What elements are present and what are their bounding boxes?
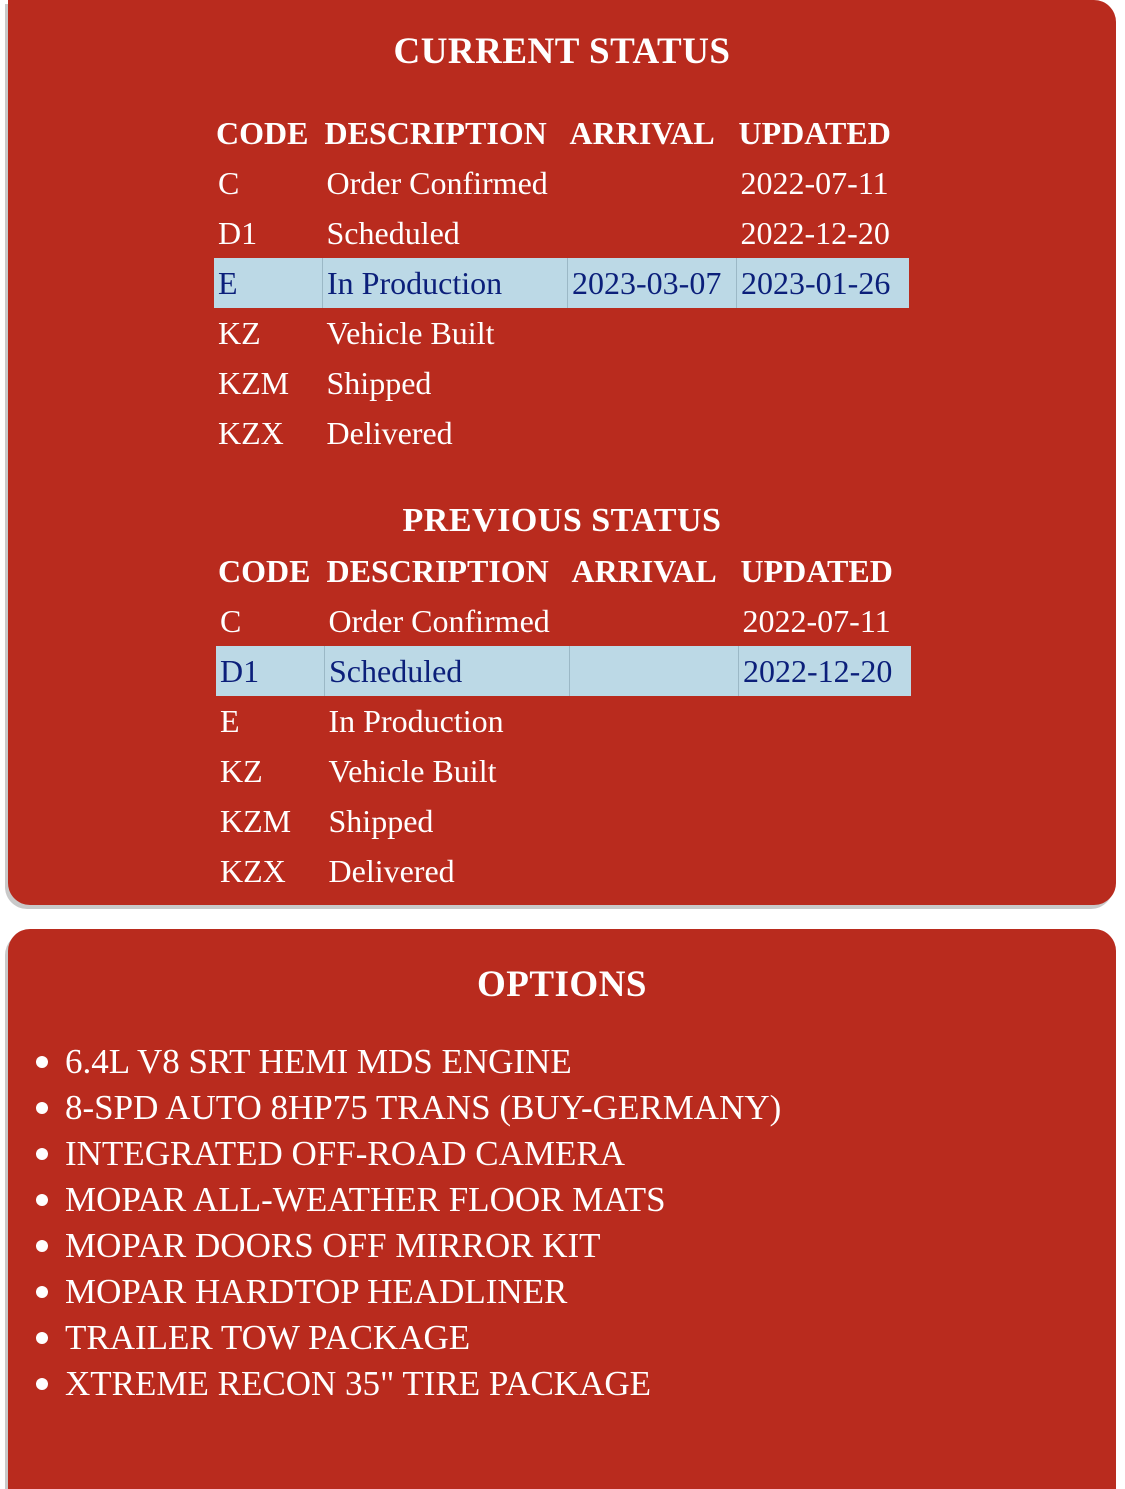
status-code: KZX <box>220 852 286 889</box>
current-status-table <box>214 108 909 458</box>
options-title: OPTIONS <box>476 964 648 1005</box>
table-row <box>214 358 909 408</box>
header-code: CODE <box>218 552 311 589</box>
current-status-title: CURRENT STATUS <box>393 31 731 72</box>
option-label: XTREME RECON 35" TIRE PACKAGE <box>65 1364 651 1403</box>
table-row <box>214 408 909 458</box>
bullet-icon <box>36 1148 48 1160</box>
bullet-icon <box>36 1102 48 1114</box>
list-item <box>32 1039 781 1085</box>
status-arrival <box>570 746 739 796</box>
status-code: E <box>214 258 323 308</box>
status-description: Shipped <box>326 364 432 401</box>
previous-status-table <box>216 546 911 896</box>
bullet-icon <box>36 1056 48 1068</box>
table-row <box>216 696 911 746</box>
status-description: Delivered <box>328 852 455 889</box>
status-updated: 2023-01-26 <box>737 258 910 308</box>
status-arrival <box>568 208 737 258</box>
status-updated <box>739 696 912 746</box>
header-arrival: ARRIVAL <box>571 552 717 589</box>
bullet-icon <box>36 1286 48 1298</box>
options-list <box>32 1039 781 1407</box>
header-updated: UPDATED <box>740 552 893 589</box>
option-label: 8-SPD AUTO 8HP75 TRANS (BUY-GERMANY) <box>65 1088 782 1127</box>
status-updated: 2022-12-20 <box>739 646 912 696</box>
table-header-row <box>216 546 911 596</box>
option-label: MOPAR ALL-WEATHER FLOOR MATS <box>65 1180 666 1219</box>
status-code: KZ <box>220 752 263 789</box>
status-code: E <box>220 702 240 739</box>
status-updated <box>739 746 912 796</box>
table-row <box>216 846 911 896</box>
status-description: Scheduled <box>325 646 570 696</box>
header-code: CODE <box>216 114 309 151</box>
status-description: Vehicle Built <box>326 314 495 351</box>
status-updated: 2022-07-11 <box>740 164 889 201</box>
status-arrival: 2023-03-07 <box>568 258 737 308</box>
status-updated <box>739 846 912 896</box>
option-label: MOPAR DOORS OFF MIRROR KIT <box>65 1226 601 1265</box>
status-description: In Production <box>328 702 504 739</box>
status-arrival <box>568 358 737 408</box>
status-code: D1 <box>216 646 325 696</box>
status-code: C <box>220 602 242 639</box>
table-row <box>216 746 911 796</box>
status-description: Shipped <box>328 802 434 839</box>
status-arrival <box>570 796 739 846</box>
list-item <box>32 1315 781 1361</box>
table-row <box>216 596 911 646</box>
bullet-icon <box>36 1378 48 1390</box>
bullet-icon <box>36 1240 48 1252</box>
status-code: KZM <box>220 802 292 839</box>
status-description: Order Confirmed <box>326 164 548 201</box>
list-item <box>32 1131 781 1177</box>
status-code: KZX <box>218 414 284 451</box>
status-description: In Production <box>323 258 568 308</box>
status-arrival <box>570 646 739 696</box>
status-arrival <box>570 696 739 746</box>
status-updated: 2022-07-11 <box>742 602 891 639</box>
header-description: DESCRIPTION <box>326 552 549 589</box>
table-row <box>214 208 909 258</box>
table-row <box>214 158 909 208</box>
bullet-icon <box>36 1332 48 1344</box>
status-arrival <box>568 308 737 358</box>
status-updated <box>737 358 910 408</box>
table-row <box>216 796 911 846</box>
list-item <box>32 1177 781 1223</box>
status-updated <box>737 408 910 458</box>
status-updated <box>739 796 912 846</box>
status-arrival <box>568 408 737 458</box>
option-label: 6.4L V8 SRT HEMI MDS ENGINE <box>65 1042 572 1081</box>
list-item <box>32 1085 781 1131</box>
status-updated: 2022-12-20 <box>740 214 890 251</box>
list-item <box>32 1269 781 1315</box>
status-description: Scheduled <box>326 214 460 251</box>
header-arrival: ARRIVAL <box>569 114 715 151</box>
status-arrival <box>570 846 739 896</box>
option-label: INTEGRATED OFF-ROAD CAMERA <box>65 1134 626 1173</box>
table-header-row <box>214 108 909 158</box>
option-label: TRAILER TOW PACKAGE <box>65 1318 471 1357</box>
status-code: KZ <box>218 314 261 351</box>
header-description: DESCRIPTION <box>324 114 547 151</box>
options-card <box>8 929 1116 1489</box>
status-description: Delivered <box>326 414 453 451</box>
status-card <box>8 0 1116 905</box>
status-code: KZM <box>218 364 290 401</box>
status-description: Vehicle Built <box>328 752 497 789</box>
status-code: D1 <box>218 214 258 251</box>
status-description: Order Confirmed <box>328 602 550 639</box>
table-row-active <box>216 646 911 696</box>
list-item <box>32 1223 781 1269</box>
option-label: MOPAR HARDTOP HEADLINER <box>65 1272 568 1311</box>
status-arrival <box>568 158 737 208</box>
previous-status-title: PREVIOUS STATUS <box>402 502 722 539</box>
status-code: C <box>218 164 240 201</box>
bullet-icon <box>36 1194 48 1206</box>
list-item <box>32 1361 781 1407</box>
status-arrival <box>570 596 739 646</box>
status-updated <box>737 308 910 358</box>
table-row <box>214 308 909 358</box>
header-updated: UPDATED <box>738 114 891 151</box>
table-row-active <box>214 258 909 308</box>
